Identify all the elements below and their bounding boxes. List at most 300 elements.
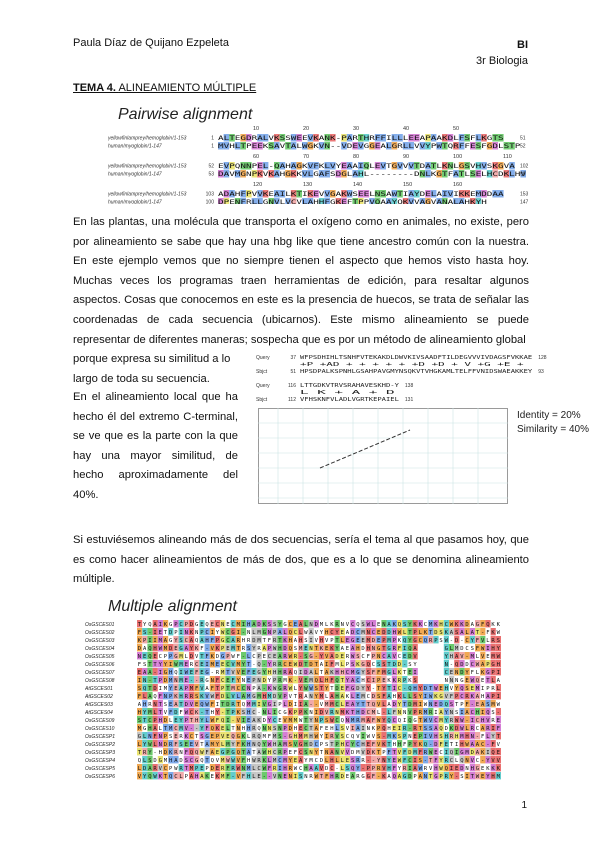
multiple-residue-letter: F — [226, 774, 230, 780]
multiple-residue-letter: I — [210, 630, 214, 636]
multiple-residue-letter: S — [403, 622, 407, 628]
multiple-residue-letter: D — [174, 710, 178, 716]
multiple-residue-letter: L — [335, 758, 339, 764]
multiple-residue-letter: E — [439, 686, 443, 692]
multiple-residue-letter: I — [486, 750, 490, 756]
multiple-residue-letter: H — [465, 734, 469, 740]
multiple-residue-letter: P — [335, 742, 339, 748]
multiple-residue-letter: W — [460, 726, 464, 732]
multiple-residue-letter: E — [288, 662, 292, 668]
multiple-residue-letter: S — [423, 726, 428, 732]
multiple-residue-letter: K — [163, 622, 168, 628]
multiple-residue-letter: D — [299, 662, 303, 668]
multiple-residue-letter: E — [215, 750, 220, 756]
multiple-residue-letter: K — [387, 678, 391, 684]
multiple-residue-letter: S — [163, 702, 168, 708]
multiple-residue-letter: T — [215, 686, 220, 692]
multiple-residue-letter: C — [184, 638, 188, 644]
multiple-residue-letter: Y — [449, 774, 454, 780]
multiple-residue-letter: L — [252, 766, 256, 772]
multiple-residue-letter: T — [429, 758, 433, 764]
multiple-residue-letter: M — [252, 702, 256, 708]
multiple-residue-letter: C — [283, 662, 287, 668]
multiple-residue-letter: - — [231, 774, 235, 780]
multiple-residue-letter: T — [455, 702, 459, 708]
multiple-residue-letter: G — [174, 654, 178, 660]
multiple-residue-letter: Q — [356, 622, 360, 628]
multiple-residue-letter: V — [314, 638, 318, 644]
multiple-residue-letter: I — [299, 670, 303, 676]
multiple-residue-letter: A — [231, 638, 235, 644]
multiple-residue-letter: M — [309, 758, 313, 764]
multiple-residue-letter: A — [455, 654, 459, 660]
multiple-residue-letter: M — [210, 742, 214, 748]
multiple-residue-letter: M — [221, 670, 225, 676]
multiple-residue-letter: T — [236, 702, 240, 708]
multiple-residue-letter: G — [413, 718, 417, 724]
multiple-residue-letter: M — [257, 638, 261, 644]
multiple-residue-letter: D — [335, 654, 339, 660]
multiple-residue-letter: C — [226, 638, 230, 644]
multiple-residue-letter: - — [465, 718, 469, 724]
multiple-residue-letter: Y — [444, 710, 448, 716]
pairwise-seq-name: yellowfinlamprey/hemoglobin/1-153 — [108, 163, 187, 170]
multiple-residue-letter: Y — [314, 694, 318, 700]
multiple-residue-letter: Y — [200, 718, 204, 724]
multiple-residue-letter: A — [174, 702, 178, 708]
multiple-residue-letter: A — [153, 726, 157, 732]
multiple-residue-letter: N — [158, 734, 162, 740]
multiple-residue-letter: C — [434, 718, 438, 724]
multiple-residue-letter: I — [481, 686, 485, 692]
multiple-residue-letter: N — [163, 694, 168, 700]
page-number: 1 — [521, 800, 527, 811]
multiple-residue-letter: E — [345, 702, 350, 708]
multiple-residue-letter: M — [262, 734, 266, 740]
multiple-residue-letter: P — [215, 734, 220, 740]
multiple-residue-letter: T — [200, 742, 204, 748]
multiple-residue-letter: D — [387, 630, 391, 636]
multiple-residue-letter: E — [475, 702, 480, 708]
multiple-residue-letter: N — [195, 630, 199, 636]
multiple-residue-letter: V — [470, 758, 474, 764]
pairwise-seq-name: yellowfinlamprey/hemoglobin/1-153 — [108, 135, 187, 142]
multiple-residue-letter: A — [475, 750, 480, 756]
multiple-residue-letter: H — [158, 750, 162, 756]
multiple-residue-letter: A — [293, 638, 298, 644]
multiple-residue-letter: T — [470, 774, 474, 780]
multiple-residue-letter: N — [247, 630, 251, 636]
multiple-residue-letter: A — [413, 646, 417, 652]
multiple-residue-letter: M — [356, 750, 360, 756]
multiple-residue-letter: W — [314, 774, 318, 780]
multiple-residue-letter: C — [470, 710, 474, 716]
multiple-residue-letter: - — [210, 670, 214, 676]
multiple-residue-letter: - — [221, 710, 225, 716]
multiple-residue-letter: G — [361, 774, 365, 780]
multiple-residue-letter: Q — [195, 638, 199, 644]
multiple-residue-letter: I — [179, 670, 183, 676]
multiple-residue-letter: N — [429, 702, 433, 708]
multiple-residue-letter: L — [455, 758, 459, 764]
pairwise-seq-name: human/myoglobin/1-147 — [108, 143, 162, 150]
multiple-residue-letter: Y — [455, 686, 459, 692]
multiple-residue-letter: K — [470, 694, 474, 700]
multiple-residue-letter: K — [382, 742, 386, 748]
multiple-residue-letter: A — [205, 686, 209, 692]
multiple-residue-letter: F — [267, 638, 272, 644]
local-row-label: Sbjct — [256, 397, 268, 403]
multiple-residue-letter: - — [189, 726, 194, 732]
multiple-residue-letter: I — [361, 726, 365, 732]
multiple-residue-letter: Y — [215, 630, 220, 636]
multiple-residue-letter: V — [325, 654, 329, 660]
multiple-residue-letter: D — [143, 766, 147, 772]
multiple-residue-letter: - — [257, 710, 261, 716]
multiple-residue-letter: Y — [486, 774, 490, 780]
multiple-residue-letter: E — [174, 734, 178, 740]
multiple-residue-letter: H — [366, 646, 370, 652]
multiple-residue-letter: N — [304, 774, 308, 780]
multiple-residue-letter: C — [449, 758, 454, 764]
multiple-seq-name: AtGSCES01 — [85, 686, 113, 692]
multiple-residue-letter: M — [273, 734, 277, 740]
multiple-residue-letter: W — [252, 758, 256, 764]
multiple-residue-letter: A — [148, 694, 152, 700]
multiple-seq-name: OsGSCES05 — [85, 654, 115, 660]
multiple-residue-letter: G — [169, 638, 173, 644]
multiple-residue-letter: L — [340, 766, 344, 772]
multiple-residue-letter: V — [496, 758, 500, 764]
multiple-residue-letter: M — [455, 646, 459, 652]
multiple-residue-letter: M — [325, 702, 329, 708]
multiple-residue-letter: M — [319, 694, 324, 700]
multiple-residue-letter: T — [366, 702, 370, 708]
multiple-residue-letter: F — [195, 670, 199, 676]
multiple-residue-letter: P — [267, 646, 272, 652]
multiple-residue-letter: Y — [309, 718, 313, 724]
multiple-residue-letter: L — [340, 662, 344, 668]
header-course: 3r Biologia — [476, 55, 528, 67]
multiple-residue-letter: Y — [148, 750, 152, 756]
multiple-residue-letter: E — [293, 758, 298, 764]
multiple-residue-letter: N — [158, 742, 162, 748]
multiple-residue-letter: V — [345, 726, 350, 732]
multiple-residue-letter: P — [439, 774, 443, 780]
multiple-residue-letter: P — [377, 726, 381, 732]
multiple-residue-letter: Y — [262, 670, 266, 676]
multiple-residue-letter: H — [392, 630, 396, 636]
multiple-residue-letter: S — [382, 662, 386, 668]
multiple-residue-letter: Y — [351, 742, 355, 748]
multiple-residue-letter: A — [387, 654, 391, 660]
multiple-residue-letter: H — [340, 670, 344, 676]
multiple-residue-letter: G — [195, 758, 199, 764]
multiple-residue-letter: E — [325, 646, 329, 652]
multiple-residue-letter: H — [137, 710, 142, 716]
multiple-residue-letter: Q — [210, 726, 214, 732]
multiple-residue-letter: L — [252, 774, 256, 780]
multiple-residue-letter: T — [231, 726, 235, 732]
multiple-residue-letter: C — [304, 726, 308, 732]
multiple-residue-letter: P — [377, 678, 381, 684]
multiple-residue-letter: R — [179, 734, 183, 740]
multiple-residue-letter: T — [418, 726, 422, 732]
multiple-residue-letter: K — [486, 766, 490, 772]
multiple-residue-letter: R — [143, 750, 147, 756]
multiple-residue-letter: M — [439, 718, 443, 724]
multiple-residue-letter: Q — [205, 622, 209, 628]
multiple-residue-letter: Q — [449, 750, 454, 756]
multiple-residue-letter: G — [257, 670, 261, 676]
multiple-residue-letter: R — [273, 662, 277, 668]
multiple-residue-letter: C — [408, 758, 412, 764]
multiple-residue-letter: F — [205, 726, 209, 732]
multiple-residue-letter: E — [226, 734, 230, 740]
multiple-residue-letter: H — [387, 726, 391, 732]
multiple-residue-letter: T — [221, 702, 225, 708]
multiple-residue-letter: F — [153, 734, 157, 740]
multiple-residue-letter: - — [382, 710, 386, 716]
multiple-residue-letter: I — [179, 630, 183, 636]
multiple-residue-letter: D — [163, 742, 168, 748]
multiple-residue-letter: D — [361, 646, 365, 652]
multiple-residue-letter: C — [314, 758, 318, 764]
multiple-residue-letter: L — [403, 630, 407, 636]
multiple-residue-letter: C — [345, 742, 350, 748]
multiple-residue-letter: G — [163, 670, 168, 676]
multiple-residue-letter: Q — [335, 678, 339, 684]
multiple-residue-letter: L — [382, 702, 386, 708]
multiple-residue-letter: E — [174, 718, 178, 724]
multiple-residue-letter: W — [231, 758, 235, 764]
multiple-residue-letter: H — [267, 750, 272, 756]
multiple-residue-letter: K — [330, 646, 334, 652]
multiple-residue-letter: Y — [382, 718, 386, 724]
multiple-residue-letter: M — [460, 734, 464, 740]
multiple-residue-letter: H — [247, 774, 251, 780]
multiple-residue-letter: Y — [236, 678, 240, 684]
multiple-residue-letter: A — [210, 750, 214, 756]
local-row-start: 112 — [288, 397, 296, 403]
multiple-residue-letter: K — [241, 734, 246, 740]
multiple-residue-letter: Q — [288, 630, 292, 636]
pairwise-seq-start: 103 — [205, 191, 214, 198]
multiple-residue-letter: Y — [314, 750, 318, 756]
multiple-residue-letter: R — [278, 750, 282, 756]
multiple-residue-letter: A — [309, 766, 313, 772]
multiple-residue-letter: D — [283, 646, 287, 652]
multiple-residue-letter: G — [351, 686, 355, 692]
multiple-residue-letter: V — [189, 702, 194, 708]
multiple-residue-letter: S — [377, 662, 381, 668]
multiple-residue-letter: M — [247, 702, 251, 708]
multiple-residue-letter: A — [278, 742, 282, 748]
multiple-residue-letter: Q — [460, 758, 464, 764]
multiple-residue-letter: G — [267, 702, 272, 708]
multiple-residue-letter: N — [455, 670, 459, 676]
multiple-residue-letter: S — [241, 710, 246, 716]
multiple-residue-letter: A — [200, 774, 204, 780]
multiple-residue-letter: L — [143, 734, 147, 740]
multiple-residue-letter: F — [387, 750, 391, 756]
multiple-residue-letter: R — [444, 774, 448, 780]
multiple-residue-letter: C — [371, 662, 376, 668]
multiple-residue-letter: S — [304, 654, 308, 660]
multiple-residue-letter: A — [314, 726, 318, 732]
multiple-residue-letter: F — [195, 686, 199, 692]
multiple-residue-letter: C — [366, 678, 370, 684]
multiple-alignment-figure — [85, 620, 510, 790]
multiple-residue-letter: C — [392, 718, 396, 724]
multiple-residue-letter: R — [397, 678, 402, 684]
multiple-residue-letter: A — [387, 702, 391, 708]
multiple-residue-letter: S — [408, 662, 412, 668]
multiple-residue-letter: E — [174, 686, 178, 692]
multiple-residue-letter: Q — [148, 622, 152, 628]
multiple-residue-letter: Y — [418, 686, 422, 692]
multiple-residue-letter: A — [314, 766, 318, 772]
multiple-residue-letter: C — [439, 750, 443, 756]
multiple-residue-letter: N — [148, 734, 152, 740]
multiple-residue-letter: T — [205, 710, 209, 716]
multiple-residue-letter: G — [403, 774, 407, 780]
multiple-residue-letter: S — [455, 630, 459, 636]
multiple-residue-letter: W — [273, 686, 277, 692]
multiple-residue-letter: L — [169, 718, 173, 724]
multiple-residue-letter: Y — [169, 686, 173, 692]
multiple-residue-letter: C — [366, 694, 370, 700]
multiple-residue-letter: R — [330, 710, 334, 716]
multiple-residue-letter: D — [439, 702, 443, 708]
multiple-residue-letter: S — [267, 622, 272, 628]
multiple-residue-letter: K — [330, 622, 334, 628]
multiple-residue-letter: T — [200, 654, 204, 660]
multiple-residue-letter: R — [236, 638, 240, 644]
multiple-residue-letter: T — [475, 630, 480, 636]
multiple-residue-letter: H — [278, 670, 282, 676]
multiple-residue-letter: V — [293, 742, 298, 748]
multiple-residue-letter: K — [392, 678, 396, 684]
multiple-residue-letter: S — [486, 702, 490, 708]
multiple-residue-letter: I — [325, 734, 329, 740]
multiple-residue-letter: E — [226, 622, 230, 628]
multiple-residue-letter: Y — [356, 702, 360, 708]
multiple-residue-letter: W — [174, 662, 178, 668]
pairwise-sequence: EVPQNNPEL-QAHAGKVFKLVYEAAIQLEVTGVVVTDATLKNLGSVHVSKGVA — [218, 162, 516, 170]
multiple-residue-letter: - — [262, 686, 266, 692]
multiple-residue-letter: Q — [200, 758, 204, 764]
multiple-residue-letter: F — [470, 670, 474, 676]
multiple-residue-letter: N — [221, 622, 225, 628]
multiple-residue-letter: V — [481, 638, 485, 644]
multiple-residue-letter: C — [148, 718, 152, 724]
multiple-residue-letter: S — [361, 622, 365, 628]
multiple-residue-letter: Y — [491, 734, 495, 740]
multiple-residue-letter: H — [330, 774, 334, 780]
multiple-residue-letter: G — [205, 678, 209, 684]
multiple-residue-letter: R — [247, 638, 251, 644]
multiple-residue-letter: T — [189, 718, 194, 724]
multiple-residue-letter: A — [179, 686, 183, 692]
multiple-residue-letter: E — [465, 678, 469, 684]
multiple-residue-letter: A — [257, 750, 261, 756]
multiple-residue-letter: E — [455, 766, 459, 772]
multiple-residue-letter: W — [351, 654, 355, 660]
multiple-residue-letter: A — [174, 758, 178, 764]
multiple-residue-letter: G — [252, 694, 256, 700]
multiple-residue-letter: - — [449, 662, 454, 668]
multiple-residue-letter: - — [366, 758, 370, 764]
multiple-residue-letter: V — [444, 694, 448, 700]
multiple-residue-letter: A — [262, 646, 266, 652]
multiple-residue-letter: Q — [408, 646, 412, 652]
multiple-residue-letter: H — [470, 766, 474, 772]
multiple-residue-letter: A — [345, 630, 350, 636]
multiple-residue-letter: L — [293, 686, 298, 692]
multiple-residue-letter: - — [382, 734, 386, 740]
multiple-residue-letter: - — [293, 678, 298, 684]
multiple-residue-letter: T — [137, 750, 142, 756]
multiple-residue-letter: V — [163, 710, 168, 716]
multiple-residue-letter: G — [231, 750, 235, 756]
multiple-residue-letter: H — [325, 630, 329, 636]
multiple-residue-letter: A — [413, 766, 417, 772]
multiple-residue-letter: C — [273, 718, 277, 724]
multiple-residue-letter: M — [163, 686, 168, 692]
multiple-residue-letter: S — [429, 726, 433, 732]
multiple-residue-letter: S — [195, 694, 199, 700]
multiple-residue-letter: I — [273, 710, 277, 716]
multiple-residue-letter: A — [241, 694, 246, 700]
multiple-residue-letter: H — [158, 718, 162, 724]
multiple-residue-letter: S — [345, 766, 350, 772]
multiple-residue-letter: W — [423, 702, 428, 708]
multiple-residue-letter: P — [345, 662, 350, 668]
pairwise-seq-end: 51 — [520, 135, 526, 142]
multiple-residue-letter: L — [226, 726, 230, 732]
multiple-residue-letter: D — [153, 758, 157, 764]
multiple-residue-letter: I — [434, 710, 438, 716]
multiple-residue-letter: N — [382, 758, 386, 764]
multiple-residue-letter: K — [158, 774, 162, 780]
pairwise-seq-name: yellowfinlamprey/hemoglobin/1-153 — [108, 191, 187, 198]
multiple-residue-letter: L — [247, 654, 251, 660]
pairwise-seq-start: 100 — [205, 199, 214, 204]
multiple-residue-letter: K — [371, 726, 376, 732]
multiple-residue-letter: K — [444, 630, 448, 636]
multiple-residue-letter: M — [236, 622, 240, 628]
multiple-residue-letter: W — [439, 766, 443, 772]
multiple-residue-letter: T — [429, 774, 433, 780]
multiple-residue-letter: C — [356, 630, 360, 636]
multiple-residue-letter: A — [475, 742, 480, 748]
multiple-residue-letter: I — [361, 734, 365, 740]
multiple-residue-letter: E — [174, 646, 178, 652]
multiple-residue-letter: A — [351, 702, 355, 708]
multiple-residue-letter: - — [408, 726, 412, 732]
multiple-residue-letter: E — [273, 654, 277, 660]
pairwise-seq-name: human/myoglobin/1-147 — [108, 171, 162, 178]
multiple-residue-letter: F — [403, 758, 407, 764]
multiple-residue-letter: N — [423, 774, 428, 780]
multiple-residue-letter: D — [382, 630, 386, 636]
multiple-residue-letter: M — [148, 710, 152, 716]
multiple-residue-letter: T — [148, 662, 152, 668]
multiple-residue-letter: Y — [319, 654, 324, 660]
multiple-residue-letter: P — [153, 718, 157, 724]
multiple-residue-letter: C — [335, 702, 339, 708]
